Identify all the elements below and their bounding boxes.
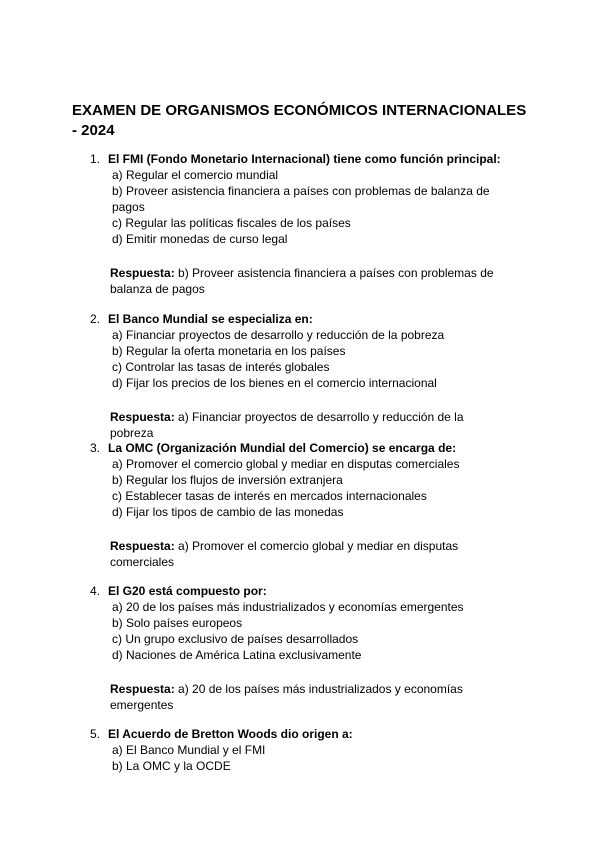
question-text: La OMC (Organización Mundial del Comercio) se encarga de: (108, 441, 457, 455)
options-list (112, 599, 510, 663)
question-text: El G20 está compuesto por: (108, 584, 267, 598)
option-b: b) Solo países europeos (112, 616, 243, 630)
answer (110, 409, 510, 441)
options-list (112, 327, 510, 391)
question-number: 2. (90, 312, 101, 326)
option-a: a) 20 de los países más industrializados y economías emergentes (112, 600, 464, 614)
answer-text: a) Promover el comercio global y mediar en disputas comerciales (110, 539, 459, 569)
answer (110, 265, 510, 297)
option-a: a) Promover el comercio global y mediar en disputas comerciales (112, 457, 460, 471)
option-c: c) Un grupo exclusivo de países desarrollados (112, 632, 359, 646)
options-list (112, 167, 510, 247)
options-list (112, 742, 510, 774)
options-list (112, 456, 510, 520)
option-d: d) Naciones de América Latina exclusivamente (112, 648, 362, 662)
answer-text: a) Financiar proyectos de desarrollo y reducción de la pobreza (110, 410, 464, 440)
question-text: El FMI (Fondo Monetario Internacional) tiene como función principal: (108, 152, 501, 166)
question-number: 3. (90, 441, 101, 455)
option-c: c) Controlar las tasas de interés globales (112, 360, 330, 374)
option-b: b) La OMC y la OCDE (112, 759, 231, 773)
option-d: d) Fijar los precios de los bienes en el comercio internacional (112, 376, 437, 390)
answer (110, 681, 510, 713)
answer-text: b) Proveer asistencia financiera a países con problemas de balanza de pagos (110, 266, 494, 296)
option-b: b) Regular los flujos de inversión extranjera (112, 473, 343, 487)
answer-label: Respuesta: (110, 266, 175, 280)
question-text: El Acuerdo de Bretton Woods dio origen a: (108, 727, 353, 741)
question-1 (90, 151, 510, 297)
option-d: d) Fijar los tipos de cambio de las monedas (112, 505, 344, 519)
option-a: a) Regular el comercio mundial (112, 168, 279, 182)
option-d: d) Emitir monedas de curso legal (112, 232, 288, 246)
question-number: 1. (90, 152, 101, 166)
option-b: b) Proveer asistencia financiera a países con problemas de balanza de pagos (112, 184, 490, 214)
question-number: 5. (90, 727, 101, 741)
answer-label: Respuesta: (110, 410, 175, 424)
answer-label: Respuesta: (110, 539, 175, 553)
question-text: El Banco Mundial se especializa en: (108, 312, 313, 326)
question-4 (90, 583, 510, 713)
option-c: c) Establecer tasas de interés en mercados internacionales (112, 489, 427, 503)
option-a: a) El Banco Mundial y el FMI (112, 743, 266, 757)
question-3 (90, 440, 510, 570)
answer-text: a) 20 de los países más industrializados y economías emergentes (110, 682, 463, 712)
question-5 (90, 726, 510, 774)
answer (110, 538, 510, 570)
option-c: c) Regular las políticas fiscales de los países (112, 216, 351, 230)
exam-title: EXAMEN DE ORGANISMOS ECONÓMICOS INTERNACIONALES - 2024 (72, 102, 527, 139)
question-2 (90, 311, 510, 441)
option-a: a) Financiar proyectos de desarrollo y reducción de la pobreza (112, 328, 445, 342)
option-b: b) Regular la oferta monetaria en los países (112, 344, 346, 358)
question-number: 4. (90, 584, 101, 598)
answer-label: Respuesta: (110, 682, 175, 696)
